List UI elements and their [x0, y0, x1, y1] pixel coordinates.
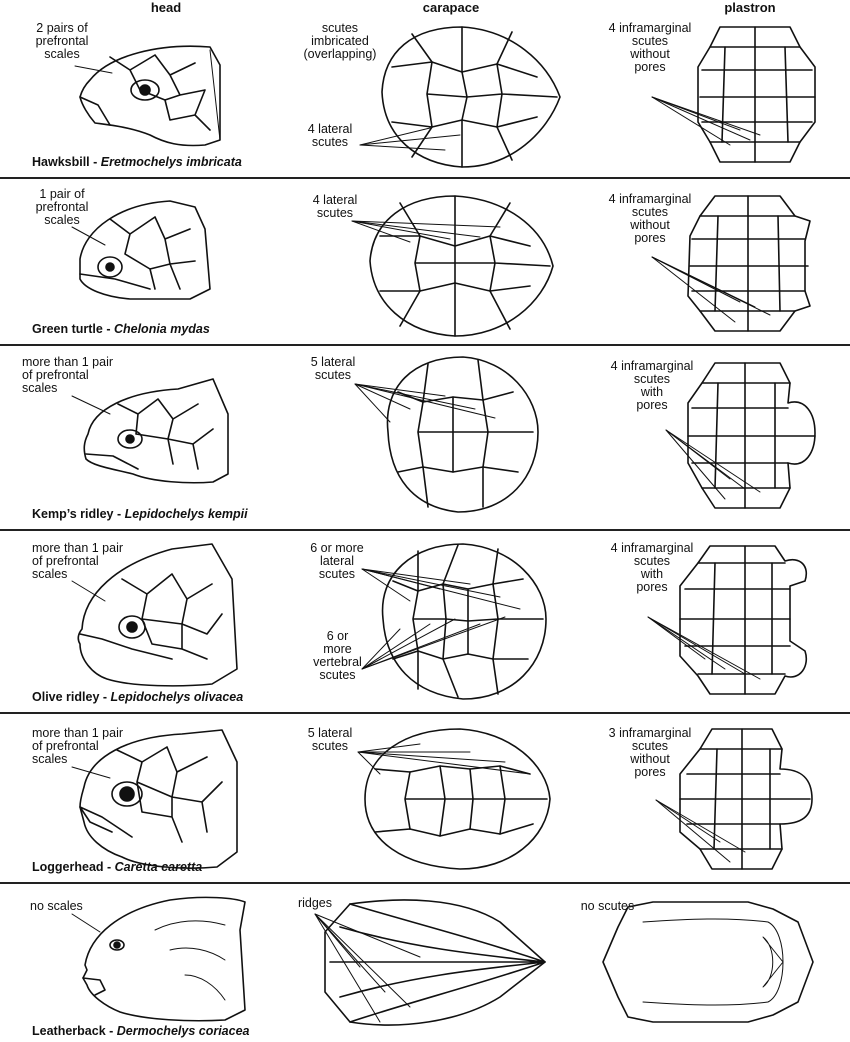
scientific-name: Chelonia mydas: [113, 322, 210, 336]
common-name: Kemp’s ridley: [32, 507, 114, 521]
species-row-green-turtle: [0, 177, 850, 344]
species-row-loggerhead: [0, 712, 850, 882]
carapace-label: 5 lateral scutes: [307, 726, 353, 753]
common-name: Hawksbill: [32, 155, 90, 169]
pointer-lines: [0, 177, 850, 344]
carapace-label: 5 lateral scutes: [310, 355, 356, 382]
species-row-kemps-ridley: [0, 344, 850, 529]
head-label: 1 pair of prefrontal scales: [35, 187, 89, 227]
scientific-name: Caretta caretta: [114, 860, 203, 874]
species-caption: Olive ridley - Lepidochelys olivacea: [32, 690, 244, 704]
plastron-label: 3 inframarginal scutes without pores: [608, 726, 692, 779]
plastron-label: 4 inframarginal scutes with pores: [610, 359, 694, 412]
species-caption: Loggerhead - Caretta caretta: [32, 860, 203, 874]
pointer-lines: [0, 0, 850, 177]
column-header-carapace: carapace: [422, 0, 480, 15]
column-header-head: head: [150, 0, 182, 15]
common-name: Green turtle: [32, 322, 103, 336]
head-label: no scales: [30, 899, 83, 913]
common-name: Olive ridley: [32, 690, 100, 704]
scientific-name: Eretmochelys imbricata: [100, 155, 242, 169]
carapace-label: scutes imbricated (overlapping): [303, 21, 377, 61]
species-caption: Hawksbill - Eretmochelys imbricata: [32, 155, 242, 169]
plastron-label: 4 inframarginal scutes with pores: [610, 541, 694, 594]
pointer-lines: [0, 529, 850, 712]
column-header-plastron: plastron: [724, 0, 776, 15]
species-row-hawksbill: [0, 0, 850, 177]
head-label: more than 1 pair of prefrontal scales: [32, 541, 124, 581]
carapace-label: ridges: [297, 896, 333, 910]
carapace-label: 6 or more lateral scutes: [310, 541, 364, 581]
species-row-olive-ridley: [0, 529, 850, 712]
head-label: 2 pairs of prefrontal scales: [35, 21, 89, 61]
pointer-lines: [0, 344, 850, 529]
species-caption: Leatherback - Dermochelys coriacea: [32, 1024, 250, 1038]
carapace-label-secondary: 4 lateral scutes: [307, 122, 353, 149]
head-label: more than 1 pair of prefrontal scales: [32, 726, 124, 766]
species-row-leatherback: [0, 882, 850, 1042]
scientific-name: Lepidochelys olivacea: [110, 690, 244, 704]
plastron-label: 4 inframarginal scutes without pores: [608, 21, 692, 74]
species-caption: Kemp’s ridley - Lepidochelys kempii: [32, 507, 248, 521]
carapace-label: 4 lateral scutes: [312, 193, 358, 220]
head-label: more than 1 pair of prefrontal scales: [22, 355, 114, 395]
plastron-label: 4 inframarginal scutes without pores: [608, 192, 692, 245]
carapace-label-secondary: 6 or more vertebral scutes: [313, 629, 362, 682]
scientific-name: Dermochelys coriacea: [116, 1024, 250, 1038]
common-name: Leatherback: [32, 1024, 106, 1038]
common-name: Loggerhead: [32, 860, 104, 874]
leatherback-plastron-drawing: [598, 897, 818, 1027]
pointer-lines: [0, 712, 850, 882]
plastron-label: no scutes: [580, 899, 635, 913]
species-caption: Green turtle - Chelonia mydas: [32, 322, 210, 336]
scientific-name: Lepidochelys kempii: [124, 507, 248, 521]
